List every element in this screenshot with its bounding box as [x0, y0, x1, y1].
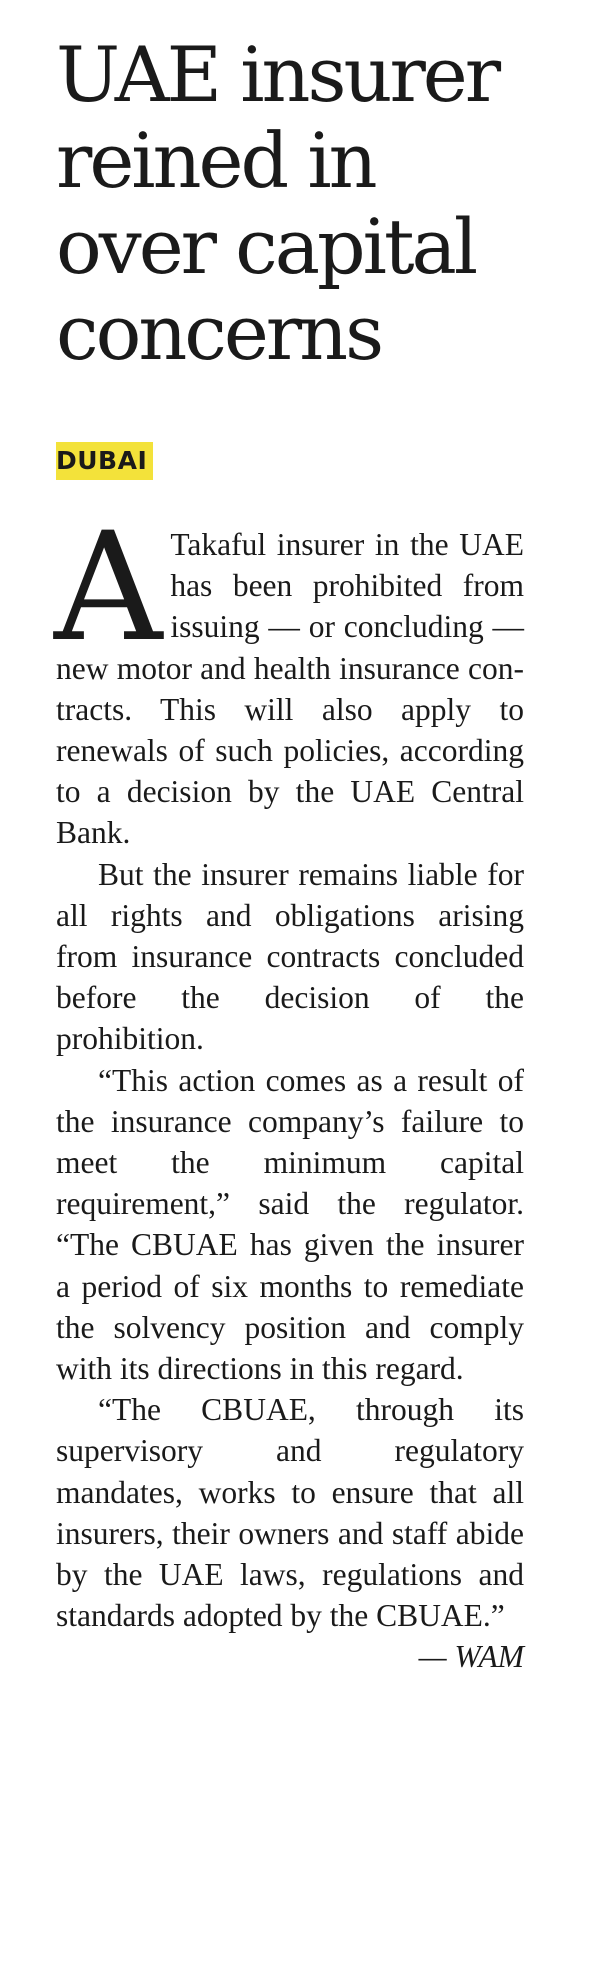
headline: UAE insurer reined in over capital concerns [56, 30, 499, 377]
dateline: DUBAI [56, 442, 153, 480]
paragraph-2: But the insurer remains liable for all rights and obligations arising from insurance contracts concluded before the decision of the prohibition. [56, 856, 524, 1057]
paragraph-1-text: Takaful insurer in the UAE has been prohibited from issuing — or concluding — new motor and health insurance contracts. This will also apply to renewals of such policies, according to a decision by the UAE Central Bank. [56, 527, 524, 851]
byline-credit: — WAM [418, 1639, 524, 1675]
paragraph-1 [54, 501, 524, 854]
drop-cap: A [54, 501, 163, 675]
article-body [54, 501, 524, 1636]
paragraph-4: “The CBUAE, through its supervisory and regulatory mandates, works to ensure that all insurers, their owners and staff abide by the UAE laws, regulations and standards adopted by the CBUAE.” [56, 1392, 524, 1634]
paragraph-3: “This action comes as a result of the insurance company’s failure to meet the minimum capital requirement,” said the regulator. “The CBUAE has given the insurer a period of six months to remediate the solvency position and comply with its directions in this regard. [56, 1062, 524, 1387]
article [56, 0, 524, 1678]
dateline-row [56, 442, 524, 484]
